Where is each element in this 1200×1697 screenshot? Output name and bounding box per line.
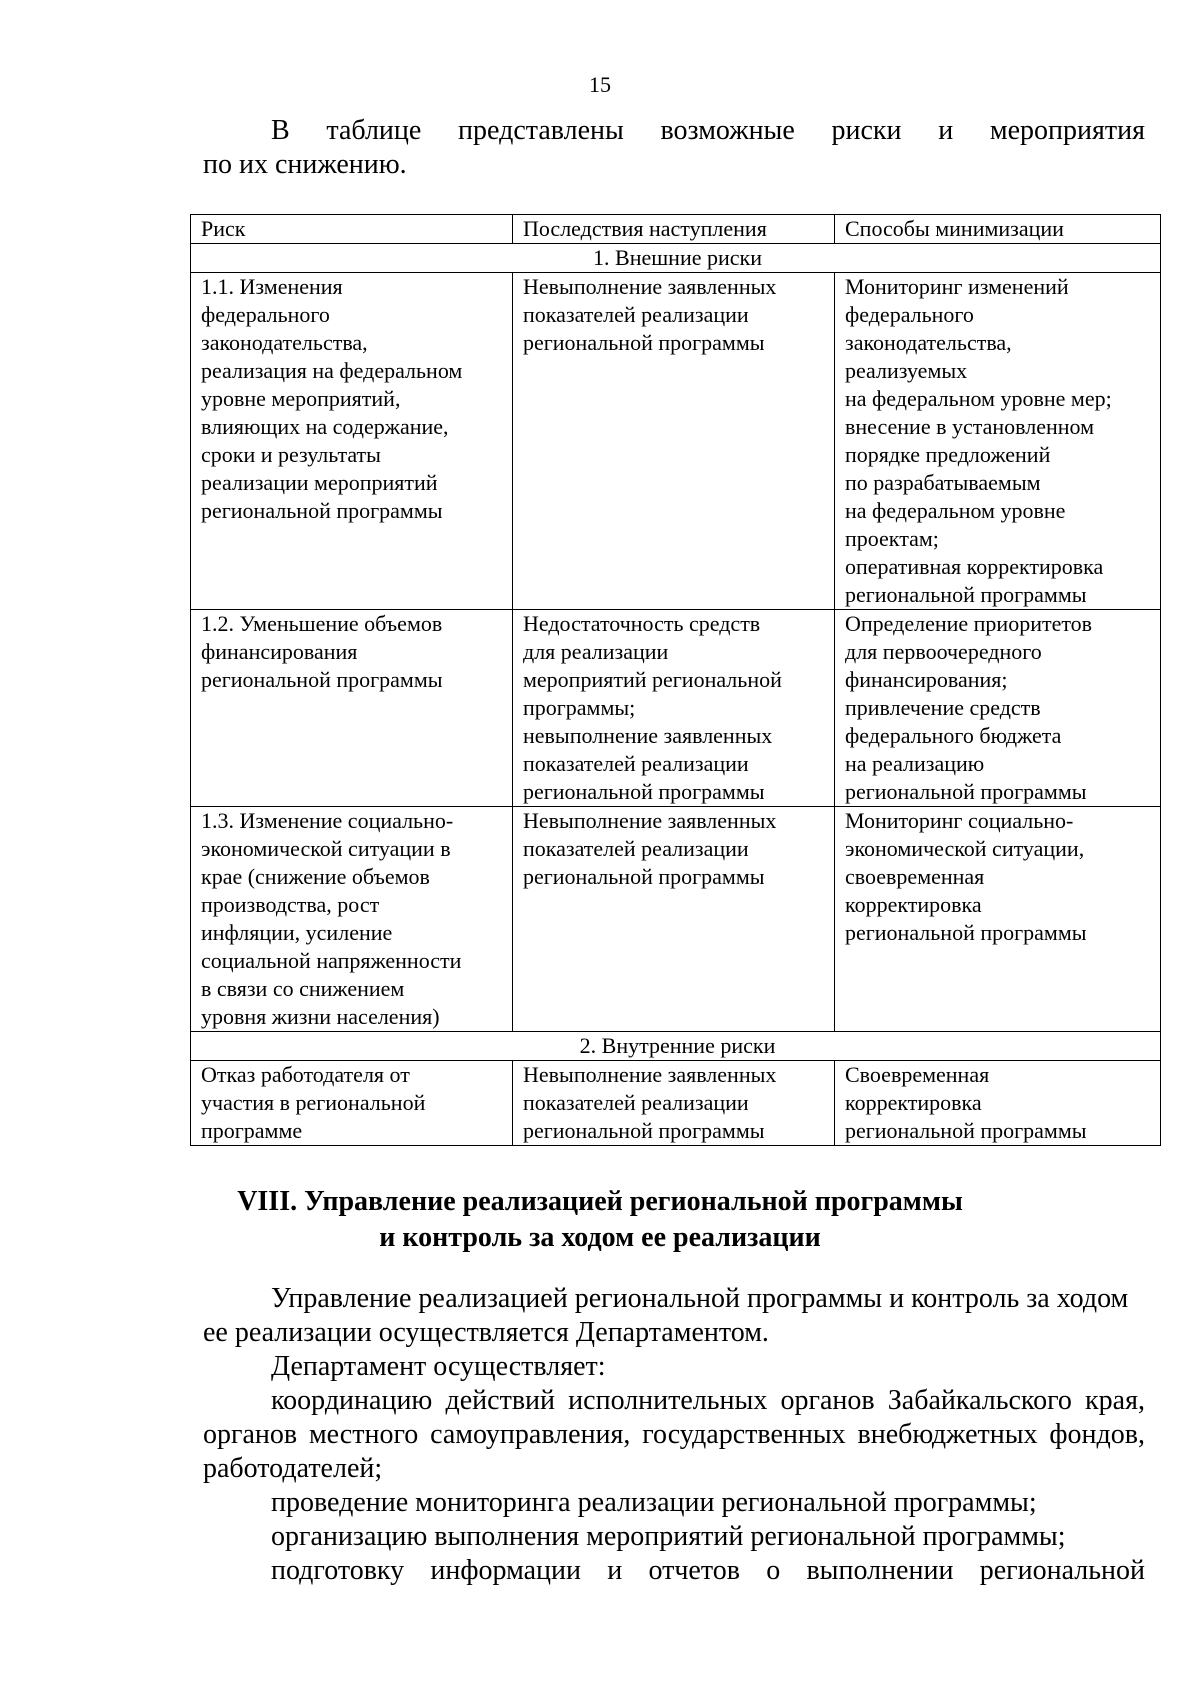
paragraph-line: ее реализации осуществляется Департаментом. (203, 1317, 769, 1348)
word: выполнении (806, 1555, 954, 1586)
cell-risk: 1.2. Уменьшение объемов финансирования региональной программы (191, 610, 513, 807)
word: края, (1085, 1385, 1145, 1416)
table-header-row (191, 215, 1161, 244)
word: региональной (979, 1555, 1145, 1586)
intro-line-1 (203, 114, 1145, 148)
word: органов (203, 1419, 298, 1450)
word: информации (430, 1555, 581, 1586)
section-row-internal (191, 1032, 1161, 1061)
paragraph-line: Департамент осуществляет: (271, 1351, 606, 1382)
word: фондов, (1049, 1419, 1145, 1450)
cell-mitigation: Своевременная корректировка региональной программы (835, 1061, 1161, 1146)
paragraph-line (203, 1418, 1145, 1452)
intro-line-2: по их снижению. (203, 149, 407, 180)
word: внебюджетных (857, 1419, 1038, 1450)
section-title-internal: 2. Внутренние риски (191, 1032, 1161, 1061)
paragraph-line: проведение мониторинга реализации региональной программы; (271, 1487, 1037, 1518)
word: возможные (660, 115, 795, 146)
cell-consequence: Невыполнение заявленных показателей реализации региональной программы (513, 807, 835, 1032)
word: и (938, 115, 954, 146)
cell-risk: 1.1. Изменения федерального законодательства, реализация на федеральном уровне мероприятий, влияющих на содержание, сроки и результаты реализации мероприятий региональной программы (191, 273, 513, 610)
section-heading-line-1: VIII. Управление реализацией региональной программы (237, 1186, 963, 1217)
cell-mitigation: Определение приоритетов для первоочередного финансирования; привлечение средств федерального бюджета на реализацию региональной программы (835, 610, 1161, 807)
cell-mitigation: Мониторинг изменений федерального законодательства, реализуемых на федеральном уровне мер; внесение в установленном порядке предложений по разрабатываемым на федеральном уровне проектам; оперативная корректировка региональной программы (835, 273, 1161, 610)
word: самоуправления, (430, 1419, 631, 1450)
word: представлены (458, 115, 624, 146)
section-title-external: 1. Внешние риски (191, 244, 1161, 273)
header-mitigation: Способы минимизации (835, 215, 1161, 244)
word: действий (445, 1385, 556, 1416)
word: мероприятия (989, 115, 1145, 146)
paragraph-line (203, 1384, 1145, 1418)
cell-risk: 1.3. Изменение социально- экономической ситуации в крае (снижение объемов производства, рост инфляции, усиление социальной напряженности в связи со снижением уровня жизни населения) (191, 807, 513, 1032)
word: органов (780, 1385, 875, 1416)
word: риски (831, 115, 902, 146)
word: В (271, 115, 290, 146)
word: исполнительных (568, 1385, 768, 1416)
paragraph-line: работодателей; (203, 1453, 383, 1484)
table-row (191, 1061, 1161, 1146)
paragraph-line: организацию выполнения мероприятий региональной программы; (271, 1521, 1066, 1552)
header-consequence: Последствия наступления (513, 215, 835, 244)
paragraph-line (203, 1554, 1145, 1588)
header-risk: Риск (191, 215, 513, 244)
cell-consequence: Невыполнение заявленных показателей реализации региональной программы (513, 273, 835, 610)
cell-risk: Отказ работодателя от участия в региональной программе (191, 1061, 513, 1146)
section-heading-line-2: и контроль за ходом ее реализации (379, 1222, 821, 1253)
section-heading (0, 1184, 1200, 1256)
word: подготовку (271, 1555, 405, 1586)
risk-table (190, 214, 1161, 1146)
word: и (607, 1555, 623, 1586)
word: координацию (271, 1385, 433, 1416)
cell-consequence: Недостаточность средств для реализации мероприятий региональной программы; невыполнение заявленных показателей реализации региональной программы (513, 610, 835, 807)
body-text (203, 1282, 1145, 1588)
cell-consequence: Невыполнение заявленных показателей реализации региональной программы (513, 1061, 835, 1146)
word: таблице (326, 115, 422, 146)
paragraph-line: Управление реализацией региональной программы и контроль за ходом (271, 1283, 1129, 1314)
word: отчетов (648, 1555, 740, 1586)
table-row (191, 807, 1161, 1032)
table-row (191, 273, 1161, 610)
page-number: 15 (589, 72, 611, 97)
intro-paragraph (203, 114, 1145, 182)
word: Забайкальского (887, 1385, 1072, 1416)
section-row-external (191, 244, 1161, 273)
word: местного (308, 1419, 419, 1450)
word: государственных (642, 1419, 846, 1450)
word: о (766, 1555, 781, 1586)
cell-mitigation: Мониторинг социально- экономической ситуации, своевременная корректировка региональной программы (835, 807, 1161, 1032)
table-row (191, 610, 1161, 807)
